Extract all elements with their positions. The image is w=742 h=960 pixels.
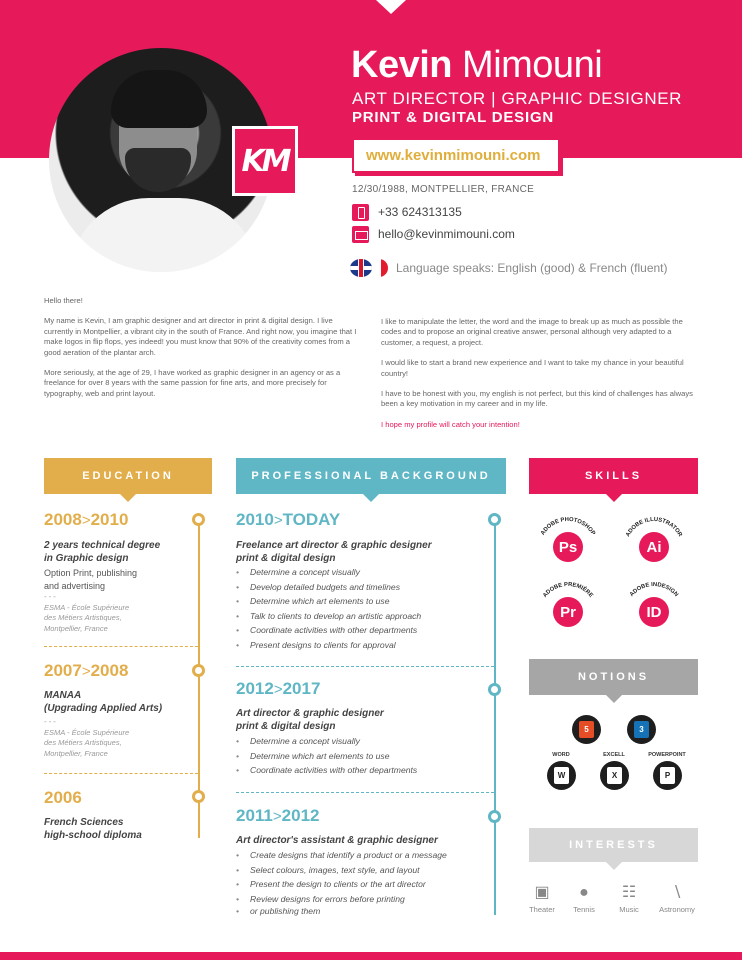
excel-label: EXCELL [603,752,625,758]
logo-text: KM [241,143,289,179]
education-header: EDUCATION [44,458,212,494]
job-period: 2011>2012 [236,806,320,825]
job-title: Art director's assistant & graphic designer [236,835,438,846]
timeline-dot [488,683,501,696]
divider [44,773,198,774]
task-item: • Talk to clients to develop an artistic approach [236,609,421,624]
notions-header: NOTIONS [529,659,698,695]
website-box[interactable] [352,138,560,173]
svg-text:ADOBE ILLUSTRATOR: ADOBE ILLUSTRATOR [625,516,683,538]
job-title: Freelance art director & graphic designer print & digital design [236,540,432,564]
timeline-dot [488,810,501,823]
task-item: • Create designs that identify a product or a message [236,848,447,863]
full-name [351,44,602,87]
timeline-dot [192,790,205,803]
intro-paragraph: I have to be honest with you, my english is not perfect, but this kind of challenges has always been a key motivation in my career and in my life. [381,389,693,409]
tennis-ball-icon: ● [579,884,589,901]
task-item: • Review designs for errors before printing [236,893,447,905]
photoshop-icon: Ps [553,532,583,562]
languages-text: Language speaks: English (good) & French (fluent) [396,261,668,275]
notion-powerpoint [637,752,697,804]
job-period: 2010>TODAY [236,510,341,529]
education-period: 2007>2008 [44,661,129,680]
timeline-dot [192,664,205,677]
interest-astronomy [657,883,697,914]
timeline-dot [488,513,501,526]
svg-text:ADOBE PREMIÈRE: ADOBE PREMIÈRE [542,581,594,599]
task-item: • Present the design to clients or the art director [236,877,447,892]
intro-paragraph: I like to manipulate the letter, the word and the image to break up as much as possible the codes and to propose an original creative answer, personal although very adapted to a customer, a request, a project. [381,317,683,347]
job-tasks [236,734,417,778]
task-item: • Determine a concept visually [236,565,421,580]
education-school: - - - ESMA - École Supérieure des Métiers Artistiques, Montpellier, France [44,717,130,758]
notion-word [531,752,591,804]
task-item: • Develop detailed budgets and timelines [236,580,421,595]
notion-css3 [611,706,671,758]
task-item: • Coordinate activities with other departments [236,763,417,778]
job-title: Art director & graphic designer print & digital design [236,708,384,732]
education-degree: French Sciences high-school diploma [44,817,142,841]
task-item: • Present designs to clients for approval [236,638,421,653]
intro-paragraph: More seriously, at the age of 29, I have worked as graphic designer in an agency or as a freelance for over 8 years with the same passion for fine arts, and more precisely for typography, web and print layout. [44,368,341,398]
word-label: WORD [552,752,570,758]
skill-indesign [618,574,690,646]
clapperboard-icon: ▣ [534,884,550,901]
education-option: Option Print, publishing and advertising [44,568,138,591]
notion-html5 [556,706,616,758]
education-school: - - - ESMA - École Supérieure des Métiers Artistiques, Montpellier, France [44,592,130,633]
email-address[interactable]: hello@kevinmimouni.com [378,227,515,241]
intro-left [44,296,362,409]
phone-number[interactable]: +33 624313135 [378,205,462,219]
job-tasks [236,848,447,917]
interest-label: Music [619,905,639,914]
word-icon: W [554,767,569,784]
first-name: Kevin [351,44,452,86]
professional-header: PROFESSIONAL BACKGROUND [236,458,506,494]
interest-theater [522,883,562,914]
uk-flag-icon [350,259,372,277]
intro-paragraph: My name is Kevin, I am graphic designer and art director in print & digital design. I live currently in Montpellier, a vibrant city in the south of France. And right now, you imagine that I make logos in flip flops, yes indeed! you must know that 90% of the creativity comes from a good aeration of the plantar arch. [44,316,357,357]
intro-right [381,317,699,440]
last-name: Mimouni [462,44,603,86]
task-item: • Determine which art elements to use [236,749,417,764]
telescope-icon: ∖ [671,884,683,901]
education-degree: 2 years technical degree in Graphic design [44,540,161,564]
professional-timeline [494,520,496,915]
svg-text:ADOBE PHOTOSHOP: ADOBE PHOTOSHOP [540,516,596,537]
skill-photoshop [532,509,604,581]
photo-beard [125,148,191,192]
phone-row [352,203,462,221]
interests-header: INTERESTS [529,828,698,862]
birth-info: 12/30/1988, MONTPELLIER, FRANCE [352,184,535,195]
footer-band [0,952,742,960]
skills-header: SKILLS [529,458,698,494]
divider [236,666,494,667]
css3-icon: 3 [634,721,649,738]
mail-icon [352,226,369,243]
education-year: 2006 [44,788,82,807]
keyboard-icon: ☷ [621,884,637,901]
interest-label: Tennis [573,905,595,914]
divider [44,646,198,647]
role-line-1: ART DIRECTOR | GRAPHIC DESIGNER [352,89,683,108]
indesign-icon: ID [639,597,669,627]
timeline-dot [192,513,205,526]
phone-icon [352,204,369,221]
task-item: • Determine a concept visually [236,734,417,749]
education-period: 2008>2010 [44,510,129,529]
powerpoint-label: POWERPOINT [648,752,686,758]
svg-text:ADOBE INDESIGN: ADOBE INDESIGN [628,581,680,599]
intro-closing: I hope my profile will catch your intention! [381,419,520,429]
task-item: • Coordinate activities with other departments [236,623,421,638]
task-item: • Determine which art elements to use [236,594,421,609]
notion-excel [584,752,644,804]
interest-label: Astronomy [659,905,695,914]
html5-icon: 5 [579,721,594,738]
interest-music [609,883,649,914]
education-degree: MANAA (Upgrading Applied Arts) [44,690,163,714]
km-logo [232,126,298,196]
excel-icon: X [607,767,622,784]
interest-tennis [564,883,604,914]
job-tasks [236,565,421,652]
photo-shirt [69,198,259,272]
france-flag-icon [374,259,388,277]
language-row [350,259,668,277]
email-row [352,225,515,243]
photo-hair [111,70,207,128]
divider [236,792,494,793]
interest-label: Theater [529,905,555,914]
task-item: • or publishing them [236,905,447,917]
role-line-2: PRINT & DIGITAL DESIGN [352,109,555,126]
task-item: • Select colours, images, text style, and layout [236,863,447,878]
skill-illustrator [618,509,690,581]
website-link[interactable]: www.kevinmimouni.com [366,147,541,164]
skill-premiere [532,574,604,646]
intro-greeting: Hello there! [44,296,83,305]
header-notch [376,0,406,14]
powerpoint-icon: P [660,767,675,784]
intro-paragraph: I would like to start a brand new experience and I want to take my chance in your beautiful country! [381,358,684,378]
illustrator-icon: Ai [639,532,669,562]
job-period: 2012>2017 [236,679,321,698]
premiere-icon: Pr [553,597,583,627]
